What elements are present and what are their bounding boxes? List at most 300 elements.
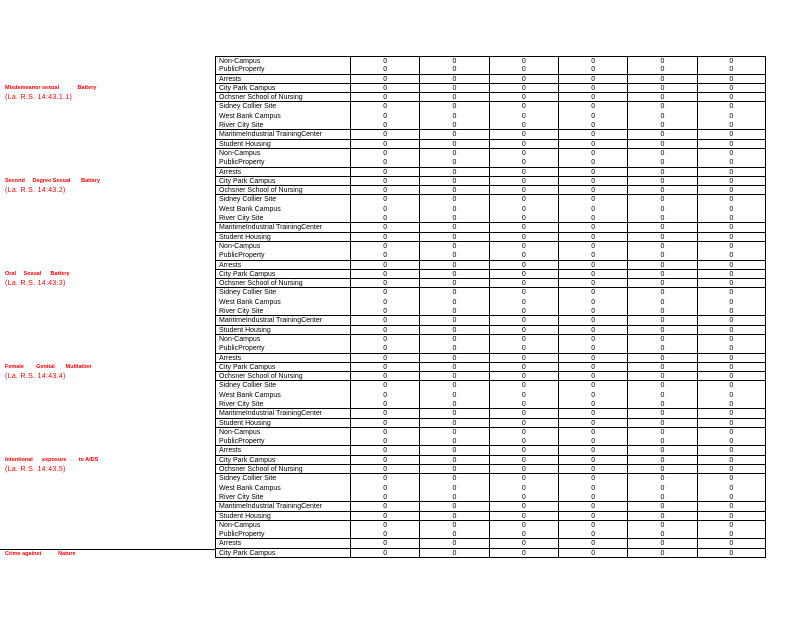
table-row: [0, 419, 766, 428]
location-cell: Non-Campus: [215, 242, 350, 251]
value-cell: 0: [350, 149, 419, 158]
category-statute: (La. R.S. 14:43.5): [5, 465, 66, 473]
value-cell: 0: [489, 512, 558, 521]
value-cell: 0: [627, 242, 696, 251]
value-cell: 0: [558, 493, 627, 502]
table-row: [0, 168, 766, 177]
location-cell: West Bank Campus: [215, 484, 350, 493]
value-cell: 0: [350, 363, 419, 372]
value-cell: 0: [419, 419, 488, 428]
value-cell: 0: [627, 409, 696, 418]
value-cell: 0: [489, 428, 558, 437]
value-cell: 0: [489, 456, 558, 465]
location-cell: River City Site: [215, 493, 350, 502]
value-cell: 0: [558, 84, 627, 93]
table-row: [0, 149, 766, 158]
value-cell: 0: [697, 223, 766, 232]
value-cell: 0: [697, 326, 766, 335]
category-label-cell: [0, 512, 215, 521]
location-cell: Ochsner School of Nursing: [215, 186, 350, 195]
crime-stats-table: [0, 56, 766, 558]
value-cell: 0: [419, 344, 488, 353]
value-cell: 0: [489, 288, 558, 297]
value-cell: 0: [419, 363, 488, 372]
table-row: [0, 102, 766, 111]
value-cell: 0: [558, 279, 627, 288]
value-cell: 0: [419, 409, 488, 418]
value-cell: 0: [350, 288, 419, 297]
location-cell: City Park Campus: [215, 177, 350, 186]
value-cell: 0: [419, 130, 488, 139]
category-label-cell: [0, 502, 215, 511]
value-cell: 0: [558, 316, 627, 325]
value-cell: 0: [558, 223, 627, 232]
value-cell: 0: [558, 140, 627, 149]
value-cell: 0: [627, 93, 696, 102]
value-cell: 0: [489, 307, 558, 316]
value-cell: 0: [697, 279, 766, 288]
value-cell: 0: [419, 93, 488, 102]
value-cell: 0: [697, 75, 766, 84]
table-row: [0, 195, 766, 204]
category-label-cell: [0, 437, 215, 446]
value-cell: 0: [419, 521, 488, 530]
location-cell: PublicProperty: [215, 344, 350, 353]
location-cell: MaritimeIndustrial TrainingCenter: [215, 409, 350, 418]
location-cell: City Park Campus: [215, 84, 350, 93]
table-row: [0, 391, 766, 400]
value-cell: 0: [350, 233, 419, 242]
value-cell: 0: [489, 130, 558, 139]
value-cell: 0: [627, 372, 696, 381]
location-cell: PublicProperty: [215, 530, 350, 539]
location-cell: City Park Campus: [215, 363, 350, 372]
value-cell: 0: [627, 279, 696, 288]
value-cell: 0: [350, 446, 419, 455]
category-label-cell: [0, 316, 215, 325]
value-cell: 0: [627, 158, 696, 167]
location-cell: City Park Campus: [215, 549, 350, 558]
value-cell: 0: [558, 400, 627, 409]
value-cell: 0: [350, 344, 419, 353]
value-cell: 0: [558, 121, 627, 130]
value-cell: 0: [489, 242, 558, 251]
value-cell: 0: [627, 530, 696, 539]
value-cell: 0: [558, 409, 627, 418]
value-cell: 0: [489, 530, 558, 539]
value-cell: 0: [350, 326, 419, 335]
value-cell: 0: [558, 205, 627, 214]
value-cell: 0: [627, 428, 696, 437]
value-cell: 0: [350, 177, 419, 186]
category-label-cell: [0, 205, 215, 214]
category-label-cell: [0, 354, 215, 363]
value-cell: 0: [697, 437, 766, 446]
value-cell: 0: [419, 195, 488, 204]
value-cell: 0: [350, 186, 419, 195]
location-cell: PublicProperty: [215, 251, 350, 260]
table-row: [0, 530, 766, 539]
value-cell: 0: [350, 214, 419, 223]
value-cell: 0: [697, 121, 766, 130]
category-name: Second Degree Sexual Battery: [5, 178, 101, 185]
value-cell: 0: [627, 493, 696, 502]
table-row: [0, 512, 766, 521]
table-row: [0, 288, 766, 297]
value-cell: 0: [489, 409, 558, 418]
value-cell: 0: [697, 251, 766, 260]
value-cell: 0: [489, 474, 558, 483]
value-cell: 0: [350, 428, 419, 437]
value-cell: 0: [627, 474, 696, 483]
value-cell: 0: [697, 400, 766, 409]
value-cell: 0: [627, 465, 696, 474]
location-cell: Sidney Collier Site: [215, 474, 350, 483]
value-cell: 0: [489, 316, 558, 325]
category-label-cell: [0, 521, 215, 530]
value-cell: 0: [350, 335, 419, 344]
location-cell: River City Site: [215, 214, 350, 223]
location-cell: Ochsner School of Nursing: [215, 372, 350, 381]
location-cell: West Bank Campus: [215, 112, 350, 121]
table-row: [0, 409, 766, 418]
value-cell: 0: [350, 298, 419, 307]
value-cell: 0: [627, 130, 696, 139]
value-cell: 0: [558, 381, 627, 390]
value-cell: 0: [350, 121, 419, 130]
value-cell: 0: [419, 242, 488, 251]
value-cell: 0: [489, 233, 558, 242]
value-cell: 0: [489, 214, 558, 223]
category-label-cell: [0, 214, 215, 223]
category-statute: (La. R.S. 14:43.4): [5, 372, 66, 380]
value-cell: 0: [697, 307, 766, 316]
value-cell: 0: [697, 521, 766, 530]
value-cell: 0: [489, 140, 558, 149]
value-cell: 0: [419, 446, 488, 455]
value-cell: 0: [489, 372, 558, 381]
category-name: Oral Sexual Battery: [5, 271, 70, 278]
value-cell: 0: [350, 400, 419, 409]
value-cell: 0: [627, 168, 696, 177]
value-cell: 0: [627, 112, 696, 121]
value-cell: 0: [697, 502, 766, 511]
value-cell: 0: [697, 233, 766, 242]
location-cell: Non-Campus: [215, 428, 350, 437]
table-row: [0, 446, 766, 455]
value-cell: 0: [627, 233, 696, 242]
value-cell: 0: [627, 391, 696, 400]
value-cell: 0: [558, 539, 627, 548]
table-row: [0, 233, 766, 242]
value-cell: 0: [558, 195, 627, 204]
value-cell: 0: [558, 428, 627, 437]
value-cell: 0: [350, 539, 419, 548]
value-cell: 0: [627, 419, 696, 428]
table-row: [0, 456, 766, 465]
value-cell: 0: [489, 168, 558, 177]
value-cell: 0: [419, 437, 488, 446]
value-cell: 0: [489, 391, 558, 400]
value-cell: 0: [627, 335, 696, 344]
value-cell: 0: [558, 335, 627, 344]
value-cell: 0: [489, 484, 558, 493]
value-cell: 0: [627, 502, 696, 511]
value-cell: 0: [419, 158, 488, 167]
value-cell: 0: [627, 84, 696, 93]
value-cell: 0: [419, 298, 488, 307]
value-cell: 0: [489, 549, 558, 558]
table-row: [0, 381, 766, 390]
table-row: [0, 493, 766, 502]
category-label-cell: [0, 474, 215, 483]
table-row: [0, 177, 766, 186]
value-cell: 0: [627, 316, 696, 325]
value-cell: 0: [558, 307, 627, 316]
value-cell: 0: [419, 400, 488, 409]
value-cell: 0: [697, 344, 766, 353]
location-cell: Sidney Collier Site: [215, 195, 350, 204]
value-cell: 0: [697, 177, 766, 186]
value-cell: 0: [350, 102, 419, 111]
value-cell: 0: [350, 279, 419, 288]
value-cell: 0: [697, 409, 766, 418]
value-cell: 0: [350, 56, 419, 65]
table-row: [0, 474, 766, 483]
value-cell: 0: [558, 242, 627, 251]
value-cell: 0: [350, 261, 419, 270]
value-cell: 0: [697, 270, 766, 279]
value-cell: 0: [627, 195, 696, 204]
value-cell: 0: [697, 493, 766, 502]
value-cell: 0: [558, 446, 627, 455]
location-cell: Non-Campus: [215, 56, 350, 65]
value-cell: 0: [350, 530, 419, 539]
value-cell: 0: [697, 391, 766, 400]
value-cell: 0: [419, 168, 488, 177]
value-cell: 0: [489, 279, 558, 288]
value-cell: 0: [627, 205, 696, 214]
value-cell: 0: [350, 65, 419, 74]
location-cell: Arrests: [215, 168, 350, 177]
value-cell: 0: [419, 279, 488, 288]
table-row: [0, 65, 766, 74]
location-cell: Ochsner School of Nursing: [215, 279, 350, 288]
value-cell: 0: [489, 205, 558, 214]
value-cell: 0: [489, 493, 558, 502]
value-cell: 0: [350, 484, 419, 493]
category-label-cell: [0, 65, 215, 74]
category-label-cell: [0, 409, 215, 418]
value-cell: 0: [350, 75, 419, 84]
value-cell: 0: [558, 437, 627, 446]
value-cell: 0: [489, 158, 558, 167]
value-cell: 0: [419, 186, 488, 195]
value-cell: 0: [419, 549, 488, 558]
value-cell: 0: [419, 391, 488, 400]
category-label-cell: [0, 446, 215, 455]
category-name: Crime against Nature: [5, 551, 76, 558]
value-cell: 0: [350, 158, 419, 167]
value-cell: 0: [558, 419, 627, 428]
value-cell: 0: [489, 177, 558, 186]
value-cell: 0: [419, 530, 488, 539]
table-row: [0, 261, 766, 270]
category-label-cell: [0, 93, 215, 102]
table-row: [0, 242, 766, 251]
value-cell: 0: [627, 456, 696, 465]
value-cell: 0: [558, 549, 627, 558]
category-label-cell: [0, 279, 215, 288]
location-cell: West Bank Campus: [215, 298, 350, 307]
value-cell: 0: [419, 465, 488, 474]
value-cell: 0: [489, 251, 558, 260]
value-cell: 0: [419, 484, 488, 493]
value-cell: 0: [558, 372, 627, 381]
value-cell: 0: [489, 112, 558, 121]
value-cell: 0: [627, 381, 696, 390]
location-cell: Arrests: [215, 75, 350, 84]
category-label-cell: [0, 56, 215, 65]
value-cell: 0: [627, 140, 696, 149]
value-cell: 0: [419, 65, 488, 74]
value-cell: 0: [558, 354, 627, 363]
category-label-cell: [0, 428, 215, 437]
value-cell: 0: [697, 149, 766, 158]
category-label-cell: [0, 261, 215, 270]
value-cell: 0: [350, 381, 419, 390]
category-label-cell: [0, 465, 215, 474]
category-label-cell: [0, 168, 215, 177]
value-cell: 0: [697, 446, 766, 455]
table-row: [0, 326, 766, 335]
category-label-cell: [0, 391, 215, 400]
value-cell: 0: [627, 177, 696, 186]
location-cell: Arrests: [215, 446, 350, 455]
value-cell: 0: [558, 484, 627, 493]
value-cell: 0: [558, 465, 627, 474]
table-row: [0, 428, 766, 437]
value-cell: 0: [350, 456, 419, 465]
value-cell: 0: [558, 261, 627, 270]
location-cell: Student Housing: [215, 140, 350, 149]
value-cell: 0: [697, 484, 766, 493]
value-cell: 0: [489, 419, 558, 428]
value-cell: 0: [489, 261, 558, 270]
value-cell: 0: [697, 214, 766, 223]
value-cell: 0: [697, 549, 766, 558]
value-cell: 0: [489, 270, 558, 279]
value-cell: 0: [350, 195, 419, 204]
value-cell: 0: [627, 326, 696, 335]
value-cell: 0: [697, 381, 766, 390]
location-cell: MaritimeIndustrial TrainingCenter: [215, 316, 350, 325]
value-cell: 0: [419, 288, 488, 297]
value-cell: 0: [697, 530, 766, 539]
table-row: [0, 186, 766, 195]
location-cell: Ochsner School of Nursing: [215, 93, 350, 102]
location-cell: Non-Campus: [215, 149, 350, 158]
value-cell: 0: [627, 521, 696, 530]
value-cell: 0: [558, 233, 627, 242]
location-cell: Sidney Collier Site: [215, 381, 350, 390]
table-row: [0, 465, 766, 474]
value-cell: 0: [350, 242, 419, 251]
category-label-cell: [0, 177, 215, 186]
value-cell: 0: [489, 354, 558, 363]
location-cell: West Bank Campus: [215, 391, 350, 400]
value-cell: 0: [697, 158, 766, 167]
value-cell: 0: [697, 354, 766, 363]
value-cell: 0: [558, 288, 627, 297]
value-cell: 0: [697, 539, 766, 548]
value-cell: 0: [489, 186, 558, 195]
value-cell: 0: [489, 298, 558, 307]
value-cell: 0: [697, 93, 766, 102]
category-name: Intentional exposure to AIDS: [5, 457, 99, 464]
value-cell: 0: [558, 75, 627, 84]
value-cell: 0: [558, 502, 627, 511]
value-cell: 0: [350, 307, 419, 316]
value-cell: 0: [350, 251, 419, 260]
value-cell: 0: [419, 539, 488, 548]
table-row: [0, 298, 766, 307]
table-row: [0, 279, 766, 288]
value-cell: 0: [419, 214, 488, 223]
value-cell: 0: [697, 428, 766, 437]
table-row: [0, 93, 766, 102]
table-row: [0, 84, 766, 93]
value-cell: 0: [558, 93, 627, 102]
table-row: [0, 130, 766, 139]
value-cell: 0: [558, 326, 627, 335]
category-label-cell: [0, 298, 215, 307]
value-cell: 0: [627, 437, 696, 446]
table-row: [0, 205, 766, 214]
value-cell: 0: [419, 112, 488, 121]
category-label-cell: [0, 158, 215, 167]
value-cell: 0: [627, 223, 696, 232]
category-label-cell: [0, 363, 215, 372]
value-cell: 0: [489, 344, 558, 353]
value-cell: 0: [419, 316, 488, 325]
location-cell: MaritimeIndustrial TrainingCenter: [215, 502, 350, 511]
location-cell: PublicProperty: [215, 158, 350, 167]
value-cell: 0: [697, 242, 766, 251]
value-cell: 0: [627, 446, 696, 455]
value-cell: 0: [350, 130, 419, 139]
value-cell: 0: [627, 149, 696, 158]
category-label-cell: [0, 242, 215, 251]
location-cell: City Park Campus: [215, 270, 350, 279]
category-label-cell: [0, 307, 215, 316]
value-cell: 0: [697, 512, 766, 521]
category-label-cell: [0, 539, 215, 548]
value-cell: 0: [558, 186, 627, 195]
value-cell: 0: [419, 512, 488, 521]
table-row: [0, 270, 766, 279]
value-cell: 0: [627, 288, 696, 297]
table-row: [0, 223, 766, 232]
value-cell: 0: [697, 298, 766, 307]
value-cell: 0: [558, 102, 627, 111]
table-row: [0, 121, 766, 130]
category-label-cell: [0, 84, 215, 93]
value-cell: 0: [419, 149, 488, 158]
table-row: [0, 158, 766, 167]
category-label-cell: [0, 484, 215, 493]
value-cell: 0: [489, 539, 558, 548]
